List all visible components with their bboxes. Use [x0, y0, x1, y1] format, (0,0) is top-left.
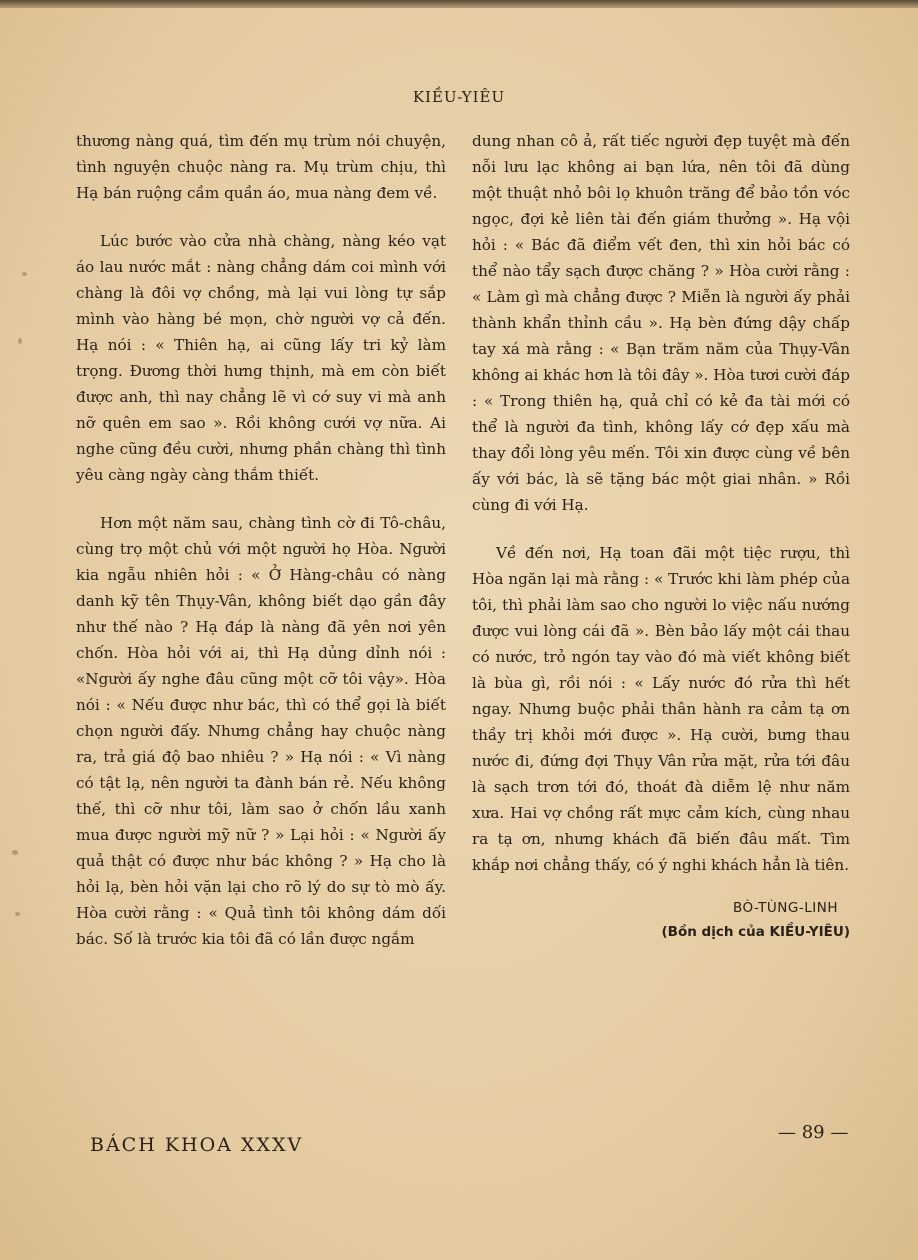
page-top-edge	[0, 0, 918, 8]
right-column	[472, 128, 850, 944]
publication-footer: BÁCH KHOA XXXV	[90, 1134, 304, 1156]
margin-speck	[18, 338, 22, 344]
translation-credit: (Bồn dịch của KIỀU-YIÊU)	[661, 924, 850, 940]
author-name: BÒ-TÙNG-LINH	[733, 900, 838, 916]
signature-block	[472, 896, 850, 944]
margin-speck	[12, 850, 18, 855]
running-head: KIỀU-YIÊU	[412, 88, 506, 106]
paragraph: dung nhan cô ả, rất tiếc người đẹp tuyệt mà đến nỗi lưu lạc không ai bạn lứa, nên tôi đã dùng một thuật nhỏ bôi lọ khuôn trăng để bảo tồn vóc ngọc, đợi kẻ liên tài đến giám thưởng ». Hạ vội hỏi : « Bác đã điểm vết đen, thì xin hỏi bác có thể nào tẩy sạch được chăng ? » Hòa cười rằng : « Làm gì mà chẳng được ? Miễn là người ấy phải thành khẩn thỉnh cầu ». Hạ bèn đứng dậy chấp tay xá mà rằng : « Bạn trăm năm của Thụy-Vân không ai khác hơn là tôi đây ». Hòa tươi cười đáp : « Trong thiên hạ, quả chỉ có kẻ đa tài mới có thể là người đa tình, không lấy cớ đẹp xấu mà thay đổi lòng yêu mến. Tôi xin được cùng về bên ấy với bác, là sẽ tặng bác một giai nhân. » Rồi cùng đi với Hạ.	[472, 132, 850, 514]
paragraph: Lúc bước vào cửa nhà chàng, nàng kéo vạt áo lau nước mắt : nàng chẳng dám coi mình với chàng là đôi vợ chồng, mà lại vui lòng tự sắp mình vào hàng bé mọn, chờ người vợ cả đến. Hạ nói : « Thiên hạ, ai cũng lấy tri kỷ làm trọng. Đương thời hưng thịnh, mà em còn biết được anh, thì nay chẳng lẽ vì cớ suy vi mà anh nỡ quên em sao ». Rồi không cưới vợ nữa. Ai nghe cũng đều cười, nhưng phần chàng thì tình yêu càng ngày càng thắm thiết.	[76, 232, 446, 484]
margin-speck	[15, 912, 20, 916]
paragraph: thương nàng quá, tìm đến mụ trùm nói chuyện, tình nguyện chuộc nàng ra. Mụ trùm chịu, thì Hạ bán ruộng cầm quần áo, mua nàng đem về.	[76, 132, 446, 202]
left-column	[76, 128, 446, 974]
paragraph: Về đến nơi, Hạ toan đãi một tiệc rượu, thì Hòa ngăn lại mà rằng : « Trước khi làm phép của tôi, thì phải làm sao cho người lo việc nấu nướng được vui lòng cái đã ». Bèn bảo lấy một cái thau có nước, trỏ ngón tay vào đó mà viết không biết là bùa gì, rồi nói : « Lấy nước đó rửa thì hết ngay. Nhưng buộc phải thân hành ra cảm tạ ơn thầy trị khỏi mới được ». Hạ cười, bưng thau nước đi, đứng đợi Thụy Vân rửa mặt, rửa tới đâu là sạch trơn tới đó, thoát đà diễm lệ như năm xưa. Hai vợ chồng rất mực cảm kích, cùng nhau ra tạ ơn, nhưng khách đã biến đâu mất. Tìm khắp nơi chẳng thấy, có ý nghi khách hẳn là tiên.	[472, 544, 850, 874]
paragraph: Hơn một năm sau, chàng tình cờ đi Tô-châu, cùng trọ một chủ với một người họ Hòa. Người kia ngẫu nhiên hỏi : « Ở Hàng-châu có nàng danh kỹ tên Thụy-Vân, không biết dạo gần đây như thế nào ? Hạ đáp là nàng đã yên nơi yên chốn. Hòa hỏi với ai, thì Hạ dủng dỉnh nói : «Người ấy nghe đâu cũng một cỡ tôi vậy». Hòa nói : « Nếu được như bác, thì có thể gọi là biết chọn người đấy. Nhưng chẳng hay chuộc nàng ra, trả giá độ bao nhiêu ? » Hạ nói : « Vì nàng có tật lạ, nên người ta đành bán rẻ. Nếu không thế, thì cỡ như tôi, làm sao ở chốn lầu xanh mua được người mỹ nữ ? » Lại hỏi : « Người ấy quả thật có được như bác không ? » Hạ cho là hỏi lạ, bèn hỏi vặn lại cho rõ lý do sự tò mò ấy. Hòa cười rằng : « Quả tình tôi không dám dối bác. Số là trước kia tôi đã có lần được ngắm	[76, 514, 446, 948]
margin-speck	[22, 272, 27, 276]
page-number: — 89 —	[778, 1122, 849, 1143]
